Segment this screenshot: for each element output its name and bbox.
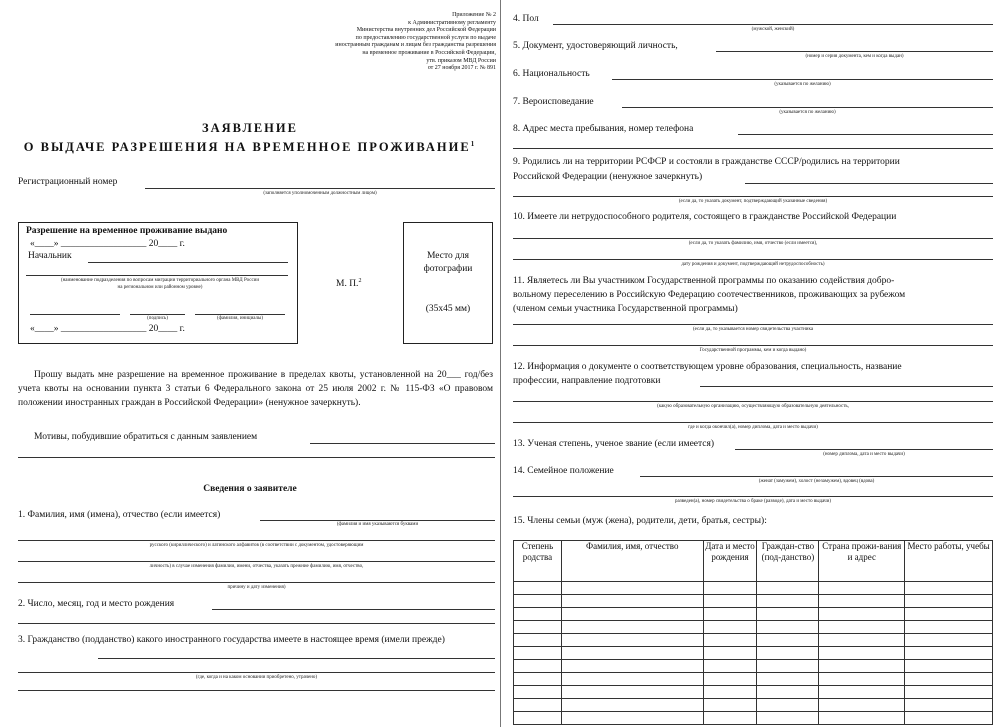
q2-field[interactable] bbox=[212, 609, 495, 610]
q14-hint-2: разведен(а), номер свидетельства о браке (разводе), дата и место выдачи) bbox=[674, 499, 831, 504]
q10-hint-1: (если да, то указать фамилию, имя, отчество (если имеется), bbox=[688, 241, 818, 246]
q2-field-2[interactable] bbox=[18, 623, 495, 624]
q14-field-2[interactable] bbox=[513, 496, 993, 497]
motives-field-2[interactable] bbox=[18, 457, 495, 458]
reg-number-field[interactable] bbox=[145, 188, 495, 189]
q15-label: 15. Члены семьи (муж (жена), родители, дети, братья, сестры): bbox=[513, 516, 767, 526]
table-row bbox=[514, 608, 993, 621]
permit-date-line: «____» __________________ 20____ г. bbox=[30, 239, 185, 249]
chief-field-2[interactable] bbox=[26, 275, 288, 276]
table-row bbox=[514, 647, 993, 660]
table-row bbox=[514, 673, 993, 686]
q9-label-b: Российской Федерации (ненужное зачеркнуть) bbox=[513, 172, 703, 182]
motives-label: Мотивы, побудившие обратиться с данным заявлением bbox=[34, 432, 258, 442]
q13-label: 13. Ученая степень, ученое звание (если имеется) bbox=[513, 439, 715, 449]
col-country-address: Страна прожи-вания и адрес bbox=[819, 541, 905, 582]
q12-label-a: 12. Информация о документе о соответствующем уровне образования, специальность, название bbox=[513, 362, 902, 372]
q10-field[interactable] bbox=[513, 238, 993, 239]
photo-text: Место для фотографии bbox=[423, 251, 473, 274]
q12-field-3[interactable] bbox=[513, 422, 993, 423]
q12-hint-2: где и когда окончил(а), номер диплома, дата и место выдачи) bbox=[688, 425, 818, 430]
q1-hint-3: личность) в случае изменения фамилии, имени, отчества, указать прежние фамилию, имя, отчество, bbox=[149, 564, 364, 569]
photo-box bbox=[403, 222, 493, 344]
reg-label: Регистрационный номер bbox=[18, 177, 118, 187]
q14-label: 14. Семейное положение bbox=[513, 466, 614, 476]
q7-field[interactable] bbox=[622, 107, 993, 108]
table-row bbox=[514, 634, 993, 647]
q9-label-a: 9. Родились ли на территории РСФСР и состояли в гражданстве СССР/родились на территории bbox=[513, 157, 900, 167]
q12-label-b: профессии, направление подготовки bbox=[513, 376, 661, 386]
q8-label: 8. Адрес места пребывания, номер телефона bbox=[513, 124, 694, 134]
q13-hint: (номер диплома, дата и место выдачи) bbox=[823, 452, 905, 457]
chief-field[interactable] bbox=[88, 262, 288, 263]
reg-hint: (заполняется уполномоченным должностным лицом) bbox=[263, 191, 377, 196]
appendix-block bbox=[260, 12, 496, 73]
q7-label: 7. Вероисповедание bbox=[513, 97, 594, 107]
name-hint: (фамилия, инициалы) bbox=[216, 316, 264, 321]
q5-hint: (номер и серия документа, кем и когда выдан) bbox=[805, 54, 904, 59]
appendix-line: на временное проживание в Российской Федерации, bbox=[362, 49, 496, 56]
q11-hint-1: (если да, то указывается номер свидетельства участника bbox=[692, 327, 814, 332]
q12-field[interactable] bbox=[700, 386, 993, 387]
q8-field-2[interactable] bbox=[513, 148, 993, 149]
q14-hint-1: (женат (замужем), холост (незамужем), вдовец (вдова) bbox=[758, 479, 875, 484]
appendix-line: Министерства внутренних дел Российской Федерации bbox=[356, 27, 496, 34]
q6-hint: (указывается по желанию) bbox=[774, 82, 831, 87]
sign-hint: (подпись) bbox=[147, 316, 168, 321]
q1-field[interactable] bbox=[260, 520, 495, 521]
q1-field-2[interactable] bbox=[18, 540, 495, 541]
q1-field-3[interactable] bbox=[18, 561, 495, 562]
q11-field-2[interactable] bbox=[513, 345, 993, 346]
table-row bbox=[514, 712, 993, 725]
q6-field[interactable] bbox=[612, 79, 993, 80]
table-row bbox=[514, 660, 993, 673]
col-citizenship: Граждан-ство (под-данство) bbox=[757, 541, 819, 582]
q2-label: 2. Число, месяц, год и место рождения bbox=[18, 599, 175, 609]
q1-field-4[interactable] bbox=[18, 582, 495, 583]
q3-field-3[interactable] bbox=[18, 690, 495, 691]
q14-field[interactable] bbox=[640, 476, 993, 477]
page-title bbox=[10, 120, 490, 155]
family-table bbox=[513, 540, 993, 725]
q9-hint: (если да, то указать документ, подтверждающий указанные сведения) bbox=[678, 199, 828, 204]
q3-label: 3. Гражданство (подданство) какого иностранного государства имеете в настоящее время (имели прежде) bbox=[18, 635, 445, 645]
q8-field[interactable] bbox=[738, 134, 993, 135]
sign-field[interactable] bbox=[30, 314, 120, 315]
q6-label: 6. Национальность bbox=[513, 69, 590, 79]
q10-hint-2: дату рождения и документ, подтверждающий нетрудоспособность) bbox=[681, 262, 825, 267]
q4-label: 4. Пол bbox=[513, 14, 539, 24]
family-table-header bbox=[514, 541, 993, 582]
stamp-label: М. П.$^2$ bbox=[336, 278, 362, 290]
permit-heading: Разрешение на временное проживание выдано bbox=[26, 226, 228, 236]
col-relation: Степень родства bbox=[514, 541, 562, 582]
sign-field-2[interactable] bbox=[130, 314, 185, 315]
table-row bbox=[514, 686, 993, 699]
appendix-line: Приложение № 2 bbox=[452, 12, 496, 18]
appendix-line: к Административному регламенту bbox=[408, 19, 496, 26]
q3-field-2[interactable] bbox=[18, 672, 495, 673]
q3-field[interactable] bbox=[98, 658, 495, 659]
q4-field[interactable] bbox=[553, 24, 993, 25]
q1-hint-4: причину и дату изменения) bbox=[227, 585, 286, 590]
q3-hint: (где, когда и на каком основании приобретено, утрачено) bbox=[195, 675, 318, 680]
q11-label-c: (членом семьи участника Государственной программы) bbox=[513, 304, 738, 314]
q12-field-2[interactable] bbox=[513, 401, 993, 402]
q5-field[interactable] bbox=[716, 51, 993, 52]
appendix-line: по предоставлению государственной услуги по выдаче bbox=[355, 34, 496, 41]
q9-field[interactable] bbox=[745, 183, 993, 184]
appendix-line: от 27 ноября 2017 г. № 891 bbox=[427, 65, 496, 72]
q12-hint-1: (какую образовательную организацию, осуществляющую образовательную деятельность, bbox=[657, 404, 849, 409]
q10-field-2[interactable] bbox=[513, 259, 993, 260]
request-paragraph: Прошу выдать мне разрешение на временное проживание в пределах квоты, установленной на 20___ год/без учета квоты на основании пункта 3 статьи 6 Федерального закона от 25 июля 2002 г. № 115-ФЗ «О правовом положении иностранных граждан в Российской Федерации» (ненужное зачеркнуть). bbox=[18, 370, 493, 408]
chief-label: Начальник bbox=[28, 251, 72, 261]
q10-label: 10. Имеете ли нетрудоспособного родителя, состоящего в гражданстве Российской Федерации bbox=[513, 212, 897, 222]
col-work-study: Место работы, учебы bbox=[905, 541, 993, 582]
title-line-1: ЗАЯВЛЕНИЕ bbox=[202, 121, 298, 135]
col-birth: Дата и место рождения bbox=[703, 541, 757, 582]
q7-hint: (указывается по желанию) bbox=[779, 110, 836, 115]
name-field[interactable] bbox=[195, 314, 285, 315]
q4-hint: (мужской, женский) bbox=[751, 27, 795, 32]
q11-label-b: вольному переселению в Российскую Федерацию соотечественников, проживающих за рубежом bbox=[513, 290, 906, 300]
photo-size: (35х45 мм) bbox=[425, 304, 471, 314]
col-full-name: Фамилия, имя, отчество bbox=[561, 541, 703, 582]
q13-field[interactable] bbox=[735, 449, 993, 450]
q1-label: 1. Фамилия, имя (имена), отчество (если имеется) bbox=[18, 510, 221, 520]
q1-hint-1: (фамилия и имя указываются буквами bbox=[336, 522, 419, 527]
motives-field[interactable] bbox=[310, 443, 495, 444]
permit-date-line-2: «____» __________________ 20____ г. bbox=[30, 324, 185, 334]
q11-field[interactable] bbox=[513, 324, 993, 325]
title-line-2: О ВЫДАЧЕ РАЗРЕШЕНИЯ НА ВРЕМЕННОЕ ПРОЖИВАНИЕ$^1$ bbox=[23, 140, 477, 155]
applicant-heading: Сведения о заявителе bbox=[203, 484, 297, 494]
page-divider bbox=[500, 0, 501, 727]
appendix-line: утв. приказом МВД России bbox=[426, 57, 496, 64]
table-row bbox=[514, 595, 993, 608]
q9-field-2[interactable] bbox=[513, 196, 993, 197]
table-row bbox=[514, 699, 993, 712]
permit-org-hint: (наименование подразделения по вопросам миграции территориального органа МВД России на региональном или районном уровне) bbox=[60, 278, 260, 290]
q1-hint-2: русского (кириллического) и латинского алфавитов (в соответствии с документом, удостоверяющим bbox=[149, 543, 364, 548]
q11-hint-2: Государственной программы, кем и когда выдано) bbox=[699, 348, 807, 353]
appendix-line: иностранным гражданам и лицам без гражданства разрешения bbox=[335, 42, 496, 49]
table-row bbox=[514, 621, 993, 634]
q11-label-a: 11. Являетесь ли Вы участником Государственной программы по оказанию содействия добро- bbox=[513, 276, 895, 286]
q5-label: 5. Документ, удостоверяющий личность, bbox=[513, 41, 678, 51]
table-row bbox=[514, 582, 993, 595]
